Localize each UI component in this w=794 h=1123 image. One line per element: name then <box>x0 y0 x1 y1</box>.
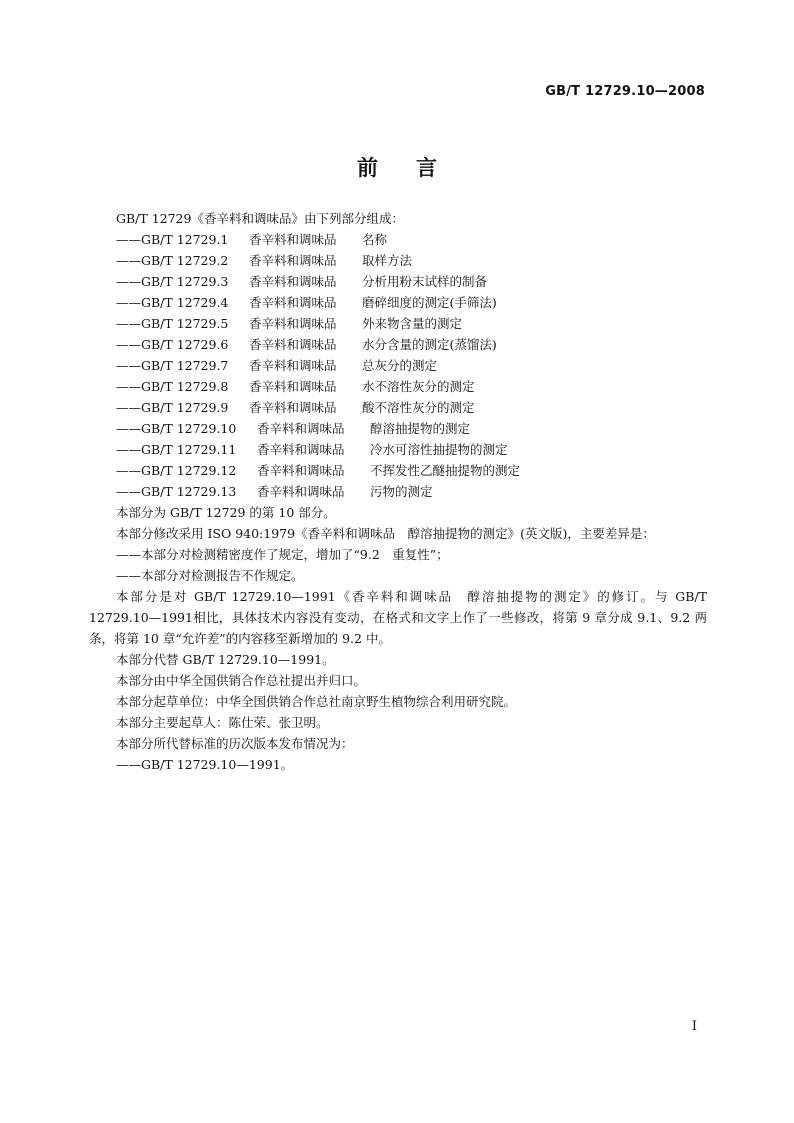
part-code: ——GB/T 12729.2 <box>116 253 229 268</box>
part-subject: 水分含量的测定(蒸馏法) <box>362 337 497 352</box>
part-code: ——GB/T 12729.8 <box>116 379 229 394</box>
document-body <box>89 208 707 775</box>
part-subject: 酸不溶性灰分的测定 <box>362 400 475 415</box>
part-subject: 水不溶性灰分的测定 <box>362 379 475 394</box>
list-item <box>89 229 707 250</box>
paragraph-difference-item: ——本部分对检测精密度作了规定，增加了“9.2 重复性”； <box>116 547 449 562</box>
part-subject: 不挥发性乙醚抽提物的测定 <box>370 463 521 478</box>
part-name: 香辛料和调味品 <box>257 442 345 457</box>
page-title: 前言 <box>357 156 475 180</box>
part-subject: 外来物含量的测定 <box>362 316 463 331</box>
part-name: 香辛料和调味品 <box>257 421 345 436</box>
paragraph-part-number: 本部分为 GB/T 12729 的第 10 部分。 <box>116 505 336 520</box>
part-name: 香辛料和调味品 <box>249 379 337 394</box>
part-code: ——GB/T 12729.6 <box>116 337 229 352</box>
part-subject: 名称 <box>362 232 388 247</box>
part-code: ——GB/T 12729.7 <box>116 358 229 373</box>
paragraph-replaces: 本部分代替 GB/T 12729.10—1991。 <box>116 652 335 667</box>
paragraph-proposer: 本部分由中华全国供销合作总社提出并归口。 <box>116 673 367 688</box>
part-subject: 总灰分的测定 <box>362 358 438 373</box>
part-name: 香辛料和调味品 <box>249 274 337 289</box>
part-name: 香辛料和调味品 <box>249 232 337 247</box>
standard-code: GB/T 12729.10—2008 <box>545 84 705 99</box>
list-item <box>89 250 707 271</box>
part-name: 香辛料和调味品 <box>257 484 345 499</box>
list-item <box>89 292 707 313</box>
list-item <box>89 334 707 355</box>
part-subject: 取样方法 <box>362 253 413 268</box>
part-name: 香辛料和调味品 <box>249 316 337 331</box>
list-item <box>89 481 707 502</box>
part-subject: 分析用粉末试样的制备 <box>362 274 488 289</box>
part-subject: 冷水可溶性抽提物的测定 <box>370 442 508 457</box>
part-name: 香辛料和调味品 <box>249 337 337 352</box>
list-item <box>89 460 707 481</box>
part-name: 香辛料和调味品 <box>249 295 337 310</box>
intro-paragraph: GB/T 12729《香辛料和调味品》由下列部分组成： <box>116 211 404 226</box>
paragraph-difference-item: ——本部分对检测报告不作规定。 <box>116 568 304 583</box>
paragraph-revision: 本部分是对 GB/T 12729.10—1991《香辛料和调味品 醇溶抽提物的测定》的修订。与 GB/T 12729.10—1991相比，具体技术内容没有变动，在格式和文字上作了一些修改，将第 9 章分成 9.1、9.2 两条，将第 10 章“允许差”的内容移至新增加的 9.2 中。 <box>89 589 707 646</box>
paragraph-history-item: ——GB/T 12729.10—1991。 <box>116 757 294 772</box>
parts-list <box>89 229 707 502</box>
paragraph-drafters: 本部分主要起草人：陈仕荣、张卫明。 <box>116 715 329 730</box>
page-number: I <box>691 1019 697 1034</box>
part-code: ——GB/T 12729.4 <box>116 295 229 310</box>
part-subject: 污物的测定 <box>370 484 433 499</box>
list-item <box>89 355 707 376</box>
paragraph-history: 本部分所代替标准的历次版本发布情况为： <box>116 736 354 751</box>
part-name: 香辛料和调味品 <box>249 400 337 415</box>
part-code: ——GB/T 12729.13 <box>116 484 237 499</box>
part-name: 香辛料和调味品 <box>249 253 337 268</box>
part-code: ——GB/T 12729.12 <box>116 463 237 478</box>
part-code: ——GB/T 12729.11 <box>116 442 237 457</box>
part-subject: 磨碎细度的测定(手筛法) <box>362 295 497 310</box>
part-code: ——GB/T 12729.9 <box>116 400 229 415</box>
list-item <box>89 376 707 397</box>
paragraph-adoption: 本部分修改采用 ISO 940:1979《香辛料和调味品 醇溶抽提物的测定》(英文版)，主要差异是： <box>116 526 655 541</box>
list-item <box>89 313 707 334</box>
part-code: ——GB/T 12729.5 <box>116 316 229 331</box>
list-item <box>89 439 707 460</box>
list-item <box>89 418 707 439</box>
part-name: 香辛料和调味品 <box>249 358 337 373</box>
part-name: 香辛料和调味品 <box>257 463 345 478</box>
list-item <box>89 271 707 292</box>
part-code: ——GB/T 12729.10 <box>116 421 237 436</box>
list-item <box>89 397 707 418</box>
part-code: ——GB/T 12729.3 <box>116 274 229 289</box>
part-code: ——GB/T 12729.1 <box>116 232 229 247</box>
paragraph-drafting-unit: 本部分起草单位：中华全国供销合作总社南京野生植物综合利用研究院。 <box>116 694 517 709</box>
part-subject: 醇溶抽提物的测定 <box>370 421 471 436</box>
